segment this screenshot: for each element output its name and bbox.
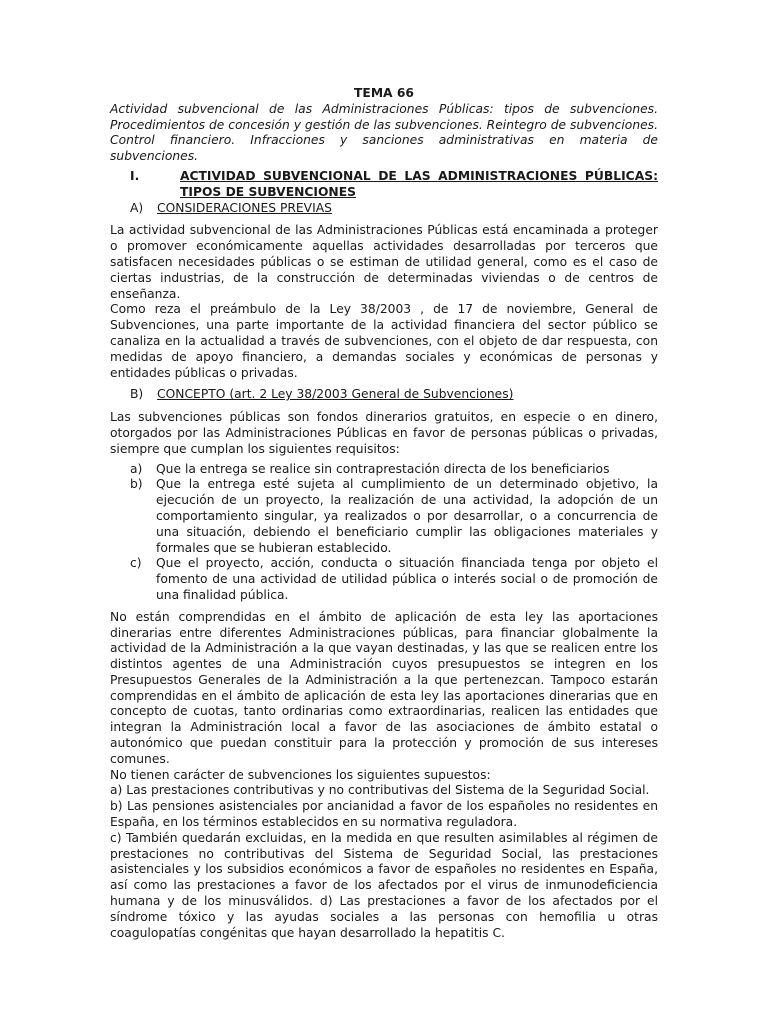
list-item: [110, 477, 658, 556]
subsection-title-b: CONCEPTO (art. 2 Ley 38/2003 General de Subvenciones): [157, 387, 514, 402]
list-item: [110, 462, 658, 478]
paragraph-b1: Las subvenciones públicas son fondos dinerarios gratuitos, en especie o en dinero, otorgados por las Administraciones Públicas en favor de personas públicas o privadas, siempre que cumplan los siguientes requisitos:: [110, 410, 658, 456]
list-item-letter: a): [130, 461, 143, 476]
document-title: TEMA 66: [354, 86, 414, 100]
list-item-letter: b): [130, 477, 143, 492]
subsection-letter-a: A): [130, 200, 144, 215]
section-heading: [110, 169, 658, 201]
subsection-title-a: CONSIDERACIONES PREVIAS: [157, 200, 332, 215]
subsection-heading-a: [110, 201, 658, 217]
list-item-text: Que la entrega se realice sin contraprestación directa de los beneficiarios: [156, 461, 610, 476]
paragraph-a1: La actividad subvencional de las Administraciones Públicas está encaminada a proteger o promover económicamente aquellas actividades desarrolladas por terceros que satisfacen necesidades públicas o se estiman de utilidad general, como es el caso de ciertas industrias, de la construcción de determinadas viviendas o de centros de enseñanza.: [110, 223, 658, 301]
paragraph-b2: No están comprendidas en el ámbito de aplicación de esta ley las aportaciones dinerarias entre diferentes Administraciones públicas, para financiar globalmente la actividad de la Administración a la que vayan destinadas, y las que se realicen entre los distintos agentes de una Administración cuyos presupuestos se integren en los Presupuestos Generales de la Administración a la que pertenezcan. Tampoco estarán comprendidas en el ámbito de aplicación de esta ley las aportaciones dinerarias que en concepto de cuotas, tanto ordinarias como extraordinarias, realicen las entidades que integran la Administración local a favor de las asociaciones de ámbito estatal o autonómico que puedan constituir para la protección y promoción de sus intereses comunes.: [110, 609, 658, 766]
subsection-letter-b: B): [130, 387, 144, 402]
list-item-text: Que la entrega esté sujeta al cumplimiento de un determinado objetivo, la ejecución de un proyecto, la realización de una actividad, la adopción de un comportamiento singular, ya realizados o por desarrollar, o a concurrencia de una situación, debiendo el beneficiario cumplir las obligaciones materiales y formales que se hubieran establecido.: [156, 477, 658, 555]
paragraph-a2: Como reza el preámbulo de la Ley 38/2003 , de 17 de noviembre, General de Subvenciones, una parte importante de la actividad financiera del sector público se canaliza en la actualidad a través de subvenciones, con el objeto de dar respuesta, con medidas de apoyo financiero, a demandas sociales y económicas de personas y entidades públicas o privadas.: [110, 302, 658, 380]
requisitos-list: [110, 462, 658, 604]
section-number: I.: [130, 168, 140, 183]
paragraph-b3: No tienen carácter de subvenciones los siguientes supuestos:: [110, 767, 491, 782]
paragraph-b5: b) Las pensiones asistenciales por ancianidad a favor de los españoles no residentes en España, en los términos establecidos en su normativa reguladora.: [110, 799, 658, 830]
paragraph-b4: a) Las prestaciones contributivas y no contributivas del Sistema de la Seguridad Social.: [110, 783, 650, 798]
list-item: [110, 556, 658, 603]
section-title: ACTIVIDAD SUBVENCIONAL DE LAS ADMINISTRACIONES PÚBLICAS: TIPOS DE SUBVENCIONES: [180, 168, 658, 199]
list-item-letter: c): [130, 556, 142, 571]
paragraph-b6: c) También quedarán excluidas, en la medida en que resulten asimilables al régimen de prestaciones no contributivas del Sistema de Seguridad Social, las prestaciones asistenciales y los subsidios económicos a favor de españoles no residentes en España, así como las prestaciones a favor de los afectados por el virus de inmunodeficiencia humana y de los minusválidos. d) Las prestaciones a favor de los afectados por el síndrome tóxico y las ayudas sociales a las personas con hemofilia u otras coagulopatías congénitas que hayan desarrollado la hepatitis C.: [110, 830, 658, 940]
subsection-heading-b: [110, 387, 658, 403]
document-subtitle: Actividad subvencional de las Administraciones Públicas: tipos de subvenciones. Procedimientos de concesión y gestión de las subvenciones. Reintegro de subvenciones. Control financiero. Infracciones y sanciones administrativas en materia de subvenciones.: [110, 101, 658, 164]
list-item-text: Que el proyecto, acción, conducta o situación financiada tenga por objeto el fomento de una actividad de utilidad pública o interés social o de promoción de una finalidad pública.: [156, 556, 658, 602]
